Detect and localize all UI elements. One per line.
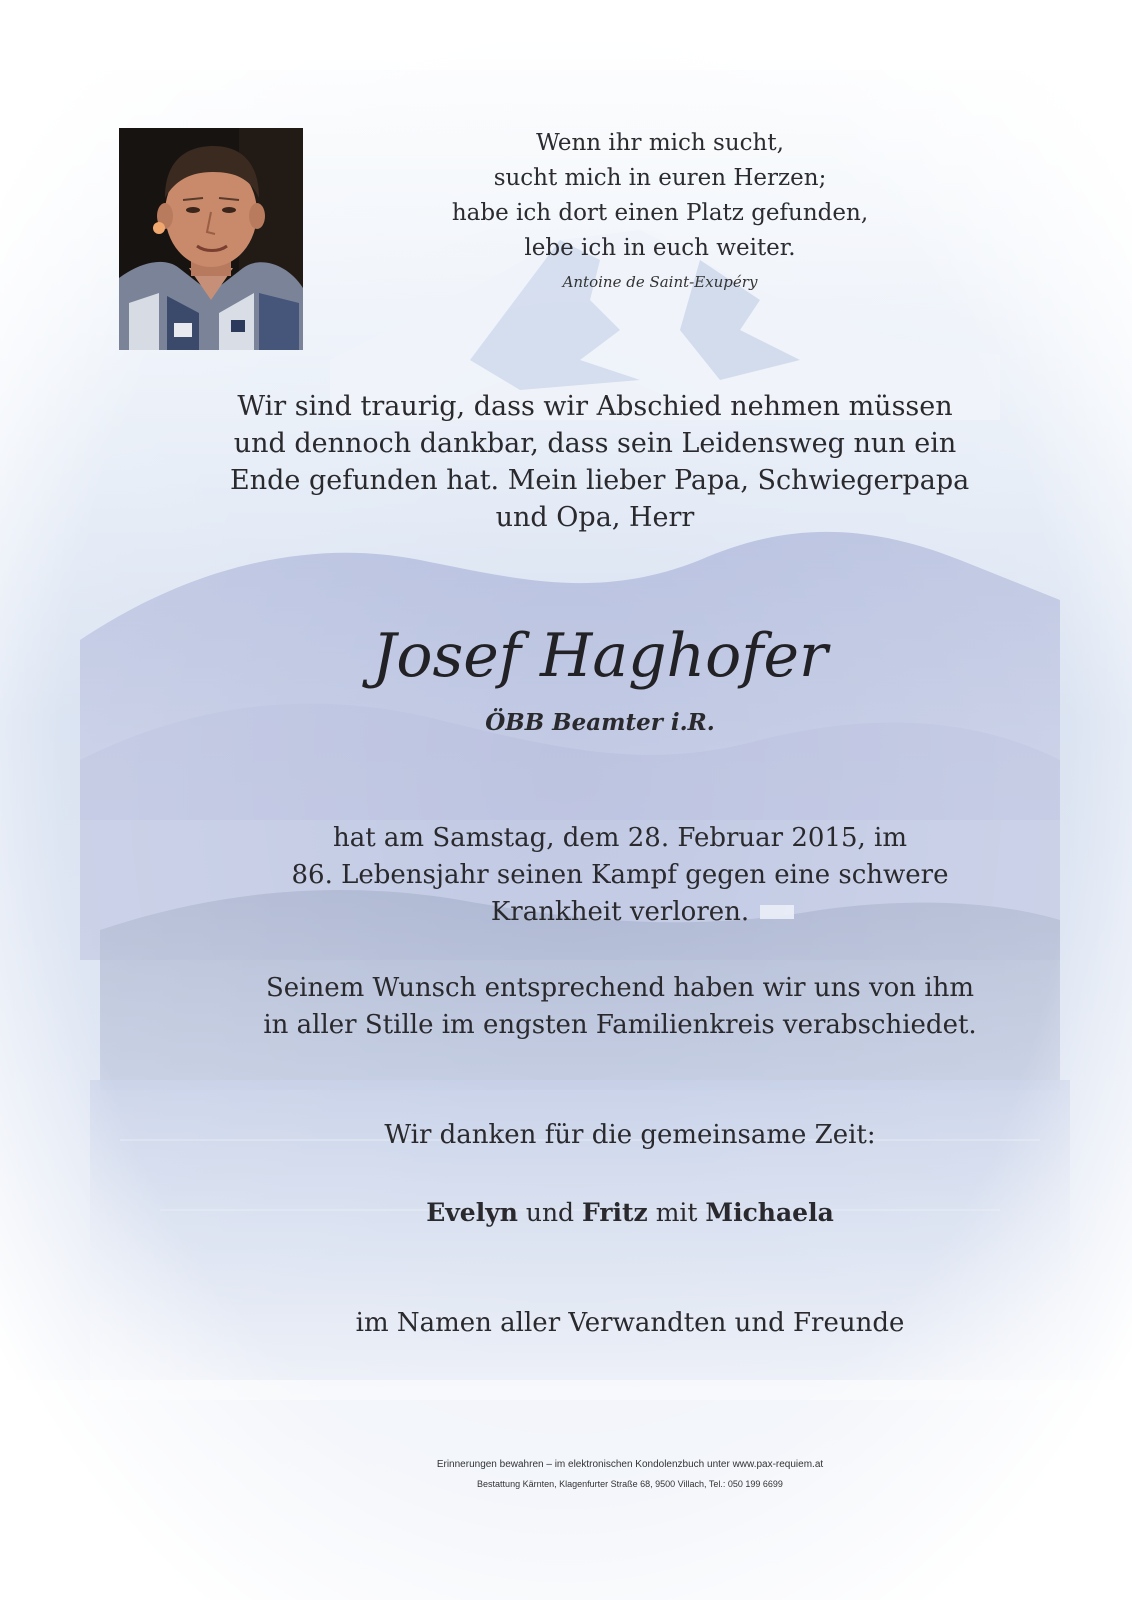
footer-condolence-line: Erinnerungen bewahren – im elektronischen Kondolenzbuch unter www.pax-requiem.at bbox=[436, 1459, 824, 1470]
death-line: Krankheit verloren. bbox=[490, 897, 750, 927]
death-announcement bbox=[260, 820, 980, 931]
poem-line: lebe ich in euch weiter. bbox=[524, 235, 796, 261]
thanks-line: Wir danken für die gemeinsame Zeit: bbox=[384, 1120, 876, 1150]
footer-address-line: Bestattung Kärnten, Klagenfurter Straße 68, 9500 Villach, Tel.: 050 199 6699 bbox=[477, 1479, 783, 1489]
family-name: Fritz bbox=[582, 1198, 648, 1227]
farewell-line: Seinem Wunsch entsprechend haben wir uns von ihm bbox=[265, 973, 975, 1003]
deceased-profession: ÖBB Beamter i.R. bbox=[485, 709, 715, 736]
death-line: 86. Lebensjahr seinen Kampf gegen eine schwere bbox=[291, 860, 949, 890]
intro-line: und dennoch dankbar, dass sein Leidensweg nun ein bbox=[233, 428, 957, 459]
family-name: Michaela bbox=[705, 1198, 834, 1227]
poem-line: habe ich dort einen Platz gefunden, bbox=[451, 200, 869, 226]
family-connector: und bbox=[525, 1198, 575, 1227]
family-name: Evelyn bbox=[426, 1198, 518, 1227]
relatives-line: im Namen aller Verwandten und Freunde bbox=[355, 1308, 905, 1338]
intro-line: und Opa, Herr bbox=[495, 502, 695, 533]
portrait-photo bbox=[119, 128, 303, 350]
deceased-name: Josef Haghofer bbox=[372, 621, 828, 691]
poem-block bbox=[380, 126, 940, 294]
poem-line: Wenn ihr mich sucht, bbox=[536, 130, 784, 156]
footer bbox=[300, 1455, 960, 1493]
intro-line: Ende gefunden hat. Mein lieber Papa, Schwiegerpapa bbox=[230, 465, 970, 496]
poem-author: Antoine de Saint-Exupéry bbox=[562, 273, 758, 291]
death-line: hat am Samstag, dem 28. Februar 2015, im bbox=[332, 823, 908, 853]
farewell-line: in aller Stille im engsten Familienkreis verabschiedet. bbox=[263, 1010, 977, 1040]
family-names bbox=[330, 1196, 930, 1230]
farewell-paragraph bbox=[240, 970, 1000, 1044]
intro-line: Wir sind traurig, dass wir Abschied nehmen müssen bbox=[237, 391, 953, 422]
poem-line: sucht mich in euren Herzen; bbox=[493, 165, 827, 191]
family-connector: mit bbox=[655, 1198, 698, 1227]
intro-paragraph bbox=[230, 388, 970, 536]
